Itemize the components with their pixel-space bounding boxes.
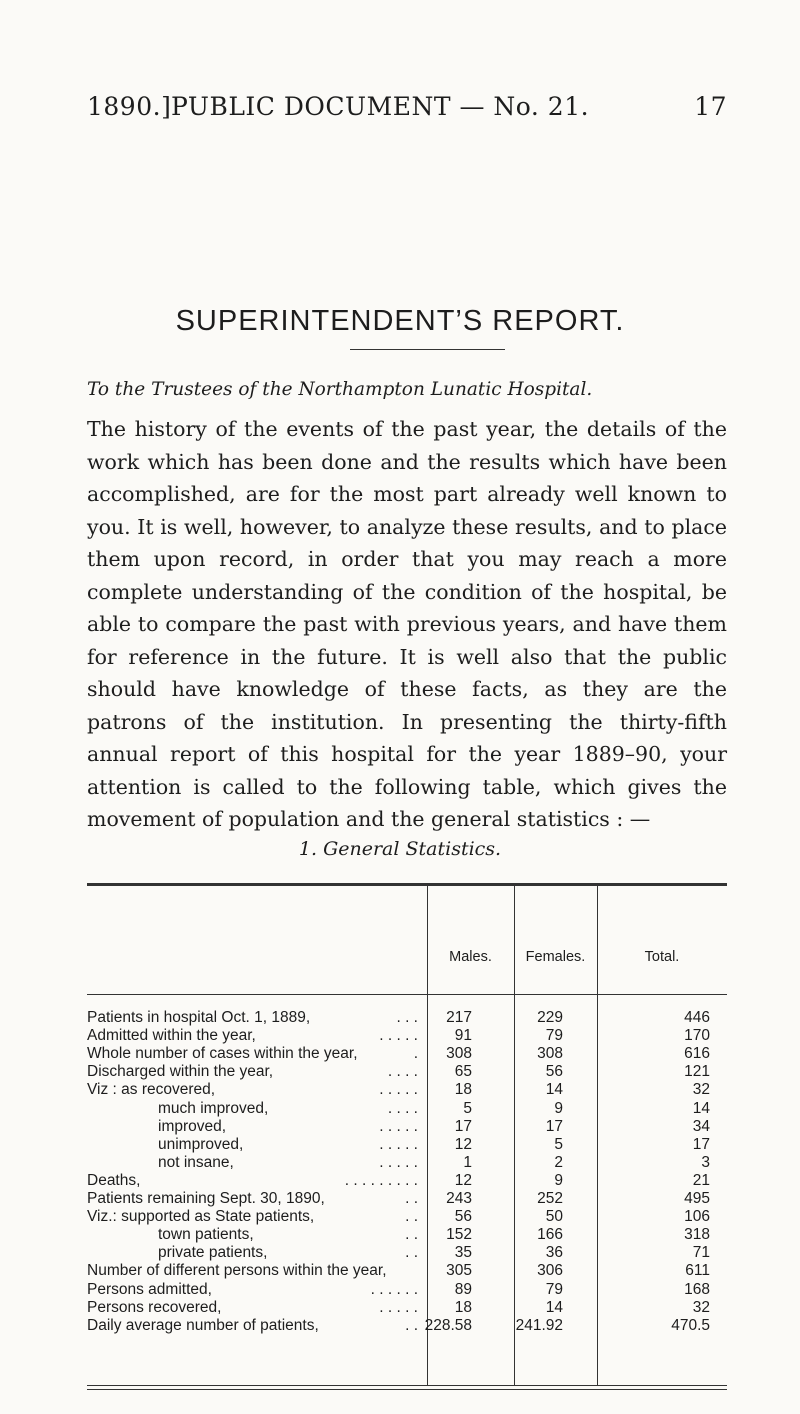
row-value-total: 611 [685, 1262, 710, 1280]
row-value-total: 318 [684, 1226, 710, 1244]
row-label: Patients remaining Sept. 30, 1890, [87, 1190, 325, 1207]
table-row [87, 1081, 727, 1099]
row-value-females: 252 [537, 1190, 563, 1207]
header-document: PUBLIC DOCUMENT — No. 21. [171, 92, 590, 121]
row-value-females: 308 [537, 1045, 563, 1063]
row-value-females: 166 [537, 1226, 563, 1244]
row-value-males: 12 [454, 1135, 472, 1153]
dot-leader: . . . . . [379, 1117, 418, 1135]
row-value-total: 616 [684, 1045, 710, 1063]
row-value-females: 9 [554, 1099, 563, 1117]
dot-leader: . [413, 1045, 418, 1063]
dot-leader: . . . . [387, 1063, 418, 1081]
row-value-total: 106 [684, 1208, 710, 1226]
row-value-females: 9 [554, 1171, 563, 1189]
table-bottom-rule [87, 1385, 727, 1386]
column-header-total: Total. [644, 949, 680, 965]
row-value-females: 17 [545, 1117, 563, 1135]
section-title: 1. General Statistics. [298, 838, 502, 860]
table-bottom-rule-2 [87, 1389, 727, 1390]
table-row [87, 1208, 727, 1226]
row-value-females: 56 [545, 1063, 563, 1081]
dot-leader: . . . . [387, 1099, 418, 1117]
row-value-total: 168 [684, 1280, 710, 1298]
row-label: Whole number of cases within the year, [87, 1045, 358, 1063]
row-value-total: 470.5 [671, 1316, 710, 1334]
row-value-males: 228.58 [424, 1316, 472, 1334]
dot-leader: . . [405, 1226, 418, 1244]
row-value-males: 308 [446, 1045, 472, 1063]
row-label: Viz.: supported as State patients, [87, 1208, 315, 1226]
row-value-females: 14 [545, 1298, 563, 1316]
row-value-males: 17 [454, 1117, 472, 1135]
row-value-total: 71 [692, 1244, 710, 1262]
table-row [87, 1299, 727, 1317]
row-value-females: 50 [545, 1208, 563, 1226]
dot-leader: . . . . . . . . . [344, 1171, 418, 1189]
row-value-males: 18 [454, 1298, 472, 1316]
row-value-males: 152 [446, 1226, 472, 1244]
row-value-males: 243 [446, 1190, 472, 1207]
row-value-total: 32 [692, 1298, 710, 1316]
header-year: 1890.] [87, 92, 172, 121]
page-number: 17 [694, 92, 727, 121]
row-value-females: 79 [545, 1280, 563, 1298]
dot-leader: . . . . . [379, 1027, 418, 1045]
dot-leader: . . [405, 1190, 418, 1207]
row-value-females: 306 [537, 1262, 563, 1280]
table-row [87, 1154, 727, 1172]
report-title: SUPERINTENDENT’S REPORT. [175, 305, 625, 337]
table-row [87, 1100, 727, 1118]
row-label: not insane, [158, 1153, 234, 1171]
column-header-females: Females. [525, 949, 586, 965]
general-statistics-table [87, 883, 727, 1391]
table-row [87, 1281, 727, 1299]
row-value-males: 305 [446, 1262, 472, 1280]
row-value-females: 229 [537, 1009, 563, 1026]
row-value-males: 18 [454, 1081, 472, 1099]
row-label: private patients, [158, 1244, 268, 1262]
row-value-total: 32 [692, 1081, 710, 1099]
dot-leader: . . [405, 1208, 418, 1226]
row-value-total: 170 [684, 1027, 710, 1045]
dot-leader: . . . . . [379, 1298, 418, 1316]
row-value-total: 3 [701, 1153, 710, 1171]
table-row [87, 1262, 727, 1280]
dot-leader: . . . . . [379, 1081, 418, 1099]
row-value-total: 14 [692, 1099, 710, 1117]
row-value-total: 446 [684, 1009, 710, 1026]
table-row [87, 1190, 727, 1208]
table-row [87, 1317, 727, 1335]
column-header-males: Males. [449, 949, 492, 965]
row-value-total: 17 [692, 1135, 710, 1153]
row-value-males: 217 [446, 1009, 472, 1026]
table-row [87, 1045, 727, 1063]
row-value-total: 495 [684, 1190, 710, 1207]
body-paragraph: The history of the events of the past year, the details of the work which has been done and the results which have been accomplished, are for the most part already well known to you. It is well, however, to analyze these results, and to place them upon record, in order that you may reach a more complete understanding of the condition of the hospital, be able to compare the past with previous years, and have them for reference in the future. It is well also that the public should have knowledge of these facts, as they are the patrons of the institution. In presenting the thirty-fifth annual report of this hospital for the year 1889–90, your attention is called to the following table, which gives the movement of population and the general statistics : — [87, 417, 727, 831]
dot-leader: . . . . . . [370, 1280, 418, 1298]
row-label: Persons admitted, [87, 1280, 212, 1298]
row-value-females: 14 [545, 1081, 563, 1099]
salutation: To the Trustees of the Northampton Lunatic Hospital. [87, 379, 593, 400]
title-rule [350, 349, 505, 350]
row-value-females: 79 [545, 1027, 563, 1045]
table-top-rule [87, 883, 727, 886]
table-row [87, 1226, 727, 1244]
row-value-males: 91 [454, 1027, 472, 1045]
dot-leader: . . . . . [379, 1153, 418, 1171]
row-label: Viz : as recovered, [87, 1081, 216, 1099]
table-row [87, 1136, 727, 1154]
row-value-total: 121 [684, 1063, 710, 1081]
row-label: Deaths, [87, 1171, 141, 1189]
row-value-males: 1 [463, 1153, 472, 1171]
row-label: unimproved, [158, 1135, 244, 1153]
row-label: Daily average number of patients, [87, 1316, 319, 1334]
table-row [87, 1118, 727, 1136]
row-value-males: 89 [454, 1280, 472, 1298]
row-label: Number of different persons within the year, [87, 1262, 387, 1280]
row-label: improved, [158, 1117, 227, 1135]
dot-leader: . . . [396, 1009, 418, 1026]
dot-leader: . . . . . [379, 1135, 418, 1153]
table-row [87, 1063, 727, 1081]
row-value-females: 5 [554, 1135, 563, 1153]
table-row [87, 1244, 727, 1262]
row-label: Patients in hospital Oct. 1, 1889, [87, 1009, 311, 1026]
row-value-males: 35 [454, 1244, 472, 1262]
row-value-total: 34 [692, 1117, 710, 1135]
row-value-males: 5 [463, 1099, 472, 1117]
table-row [87, 1009, 727, 1027]
table-row [87, 1172, 727, 1190]
dot-leader: . . [405, 1316, 418, 1334]
dot-leader: . . [405, 1244, 418, 1262]
row-value-males: 56 [454, 1208, 472, 1226]
row-value-males: 65 [454, 1063, 472, 1081]
row-value-females: 2 [554, 1153, 563, 1171]
row-label: much improved, [158, 1099, 269, 1117]
table-row [87, 1027, 727, 1045]
table-header-rule [87, 994, 727, 995]
row-value-females: 36 [545, 1244, 563, 1262]
row-label: town patients, [158, 1226, 254, 1244]
row-label: Admitted within the year, [87, 1027, 256, 1045]
row-value-total: 21 [692, 1171, 710, 1189]
row-label: Persons recovered, [87, 1298, 222, 1316]
row-label: Discharged within the year, [87, 1063, 274, 1081]
row-value-males: 12 [454, 1171, 472, 1189]
row-value-females: 241.92 [515, 1316, 563, 1334]
